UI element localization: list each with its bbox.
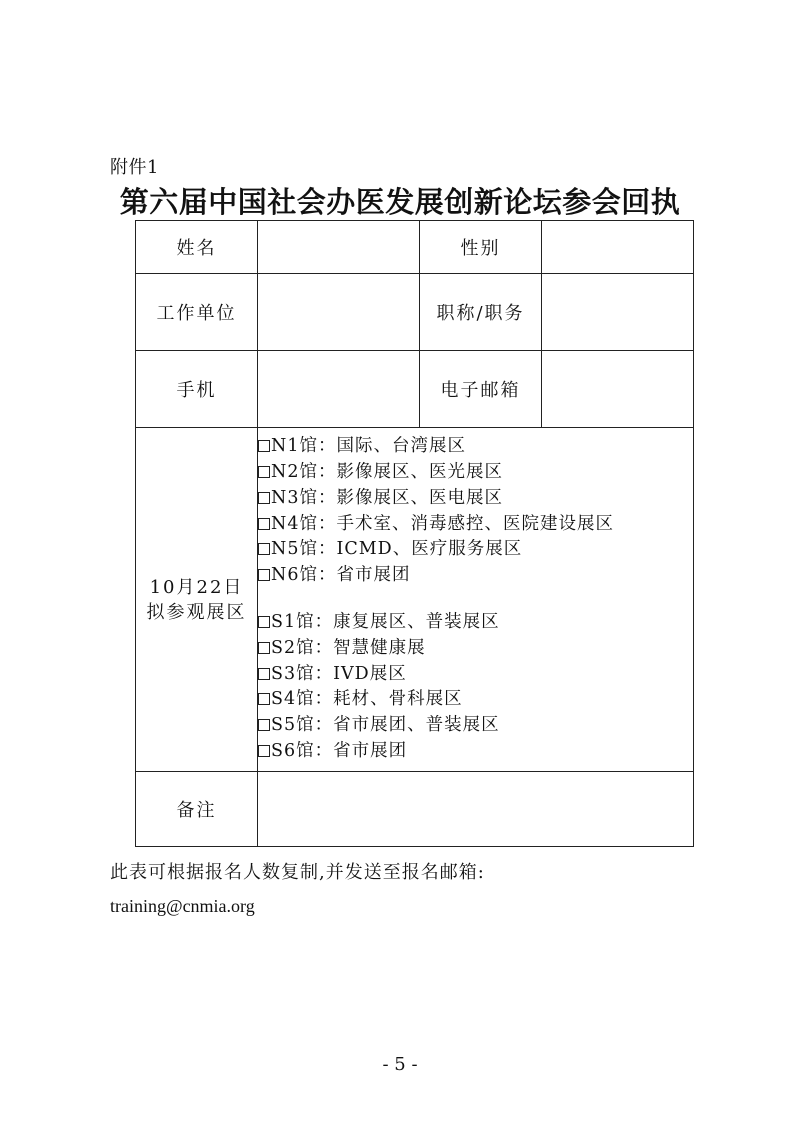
checkbox-icon[interactable] [258,569,270,581]
hall-separator: ： [317,487,337,508]
hall-zones: ICMD、医疗服务展区 [336,539,523,560]
remarks-field[interactable] [258,772,694,847]
form-row-work-unit [136,274,694,351]
hall-separator: ： [314,740,334,761]
hall-zones: 省市展团 [333,740,408,761]
hall-separator: ： [317,513,337,534]
hall-option[interactable] [258,610,693,636]
mobile-field[interactable] [258,351,420,428]
name-label: 姓名 [136,221,258,274]
hall-separator: ： [317,462,337,483]
checkbox-icon[interactable] [258,719,270,731]
hall-separator: ： [314,689,334,710]
remarks-label: 备注 [136,772,258,847]
north-hall-list [258,434,693,589]
hall-option[interactable] [258,486,693,512]
visit-date-line: 10月22日 [149,576,244,598]
hall-zones: 影像展区、医光展区 [336,462,503,483]
checkbox-icon[interactable] [258,492,270,504]
hall-list-spacer [258,589,693,610]
hall-zones: 影像展区、医电展区 [336,487,503,508]
hall-option[interactable] [258,636,693,662]
footer-note: 此表可根据报名人数复制,并发送至报名邮箱: [110,862,485,883]
hall-name: S5馆 [271,715,315,736]
mobile-label: 手机 [136,351,258,428]
title-position-label: 职称/职务 [420,274,542,351]
email-label: 电子邮箱 [420,351,542,428]
south-hall-list [258,610,693,765]
hall-separator: ： [314,663,334,684]
gender-label: 性别 [420,221,542,274]
hall-option[interactable] [258,662,693,688]
checkbox-icon[interactable] [258,616,270,628]
visit-intent-line: 拟参观展区 [146,601,247,623]
work-unit-label: 工作单位 [136,274,258,351]
hall-name: N2馆 [271,462,318,483]
form-row-contact [136,351,694,428]
contact-email[interactable]: training@cnmia.org [110,896,255,916]
work-unit-field[interactable] [258,274,420,351]
hall-zones: 耗材、骨科展区 [333,689,463,710]
hall-name: N1馆 [271,436,318,457]
hall-name: N6馆 [271,565,318,586]
hall-option[interactable] [258,460,693,486]
form-row-remarks [136,772,694,847]
gender-field[interactable] [542,221,694,274]
hall-separator: ： [314,715,334,736]
checkbox-icon[interactable] [258,642,270,654]
hall-option[interactable] [258,739,693,765]
hall-option[interactable] [258,512,693,538]
form-row-name-gender [136,221,694,274]
attachment-label: 附件1 [110,157,159,178]
hall-option[interactable] [258,713,693,739]
checkbox-icon[interactable] [258,518,270,530]
hall-zones: 智慧健康展 [333,637,426,658]
hall-name: S3馆 [271,663,315,684]
hall-name: S6馆 [271,740,315,761]
hall-option[interactable] [258,687,693,713]
hall-zones: 康复展区、普装展区 [333,612,500,632]
hall-option[interactable] [258,434,693,460]
hall-zones: 国际、台湾展区 [336,436,466,457]
checkbox-icon[interactable] [258,440,270,452]
registration-form-table [135,220,694,847]
visit-date-label [136,428,258,772]
hall-option[interactable] [258,563,693,589]
email-field[interactable] [542,351,694,428]
checkbox-icon[interactable] [258,668,270,680]
hall-option[interactable] [258,537,693,563]
hall-zones: IVD展区 [333,663,407,684]
hall-zones: 省市展团、普装展区 [333,715,500,736]
hall-name: N4馆 [271,513,318,534]
hall-name: S2馆 [271,637,315,658]
hall-checklist [258,428,694,772]
form-row-exhibition-halls [136,428,694,772]
checkbox-icon[interactable] [258,693,270,705]
title-position-field[interactable] [542,274,694,351]
hall-separator: ： [317,539,337,560]
checkbox-icon[interactable] [258,745,270,757]
hall-zones: 手术室、消毒感控、医院建设展区 [336,513,614,534]
hall-name: N3馆 [271,487,318,508]
checkbox-icon[interactable] [258,543,270,555]
hall-name: S4馆 [271,689,315,710]
page-title: 第六届中国社会办医发展创新论坛参会回执 [119,185,681,219]
hall-separator: ： [314,612,334,632]
hall-name: S1馆 [271,612,315,632]
hall-separator: ： [317,565,337,586]
hall-separator: ： [314,637,334,658]
hall-zones: 省市展团 [336,565,411,586]
page-number: - 5 - [382,1054,418,1075]
name-field[interactable] [258,221,420,274]
checkbox-icon[interactable] [258,466,270,478]
hall-separator: ： [317,436,337,457]
hall-name: N5馆 [271,539,318,560]
